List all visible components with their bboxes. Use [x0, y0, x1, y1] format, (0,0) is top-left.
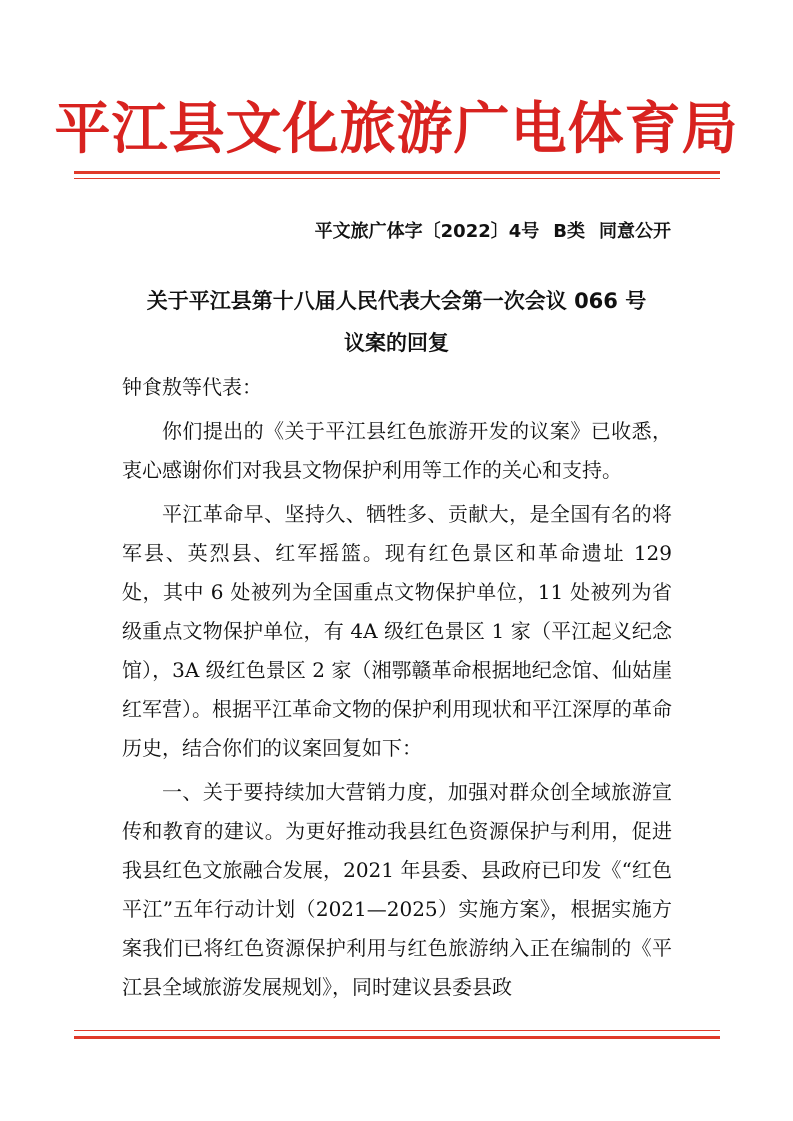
document-title-line-1: 关于平江县第十八届人民代表大会第一次会议 066 号: [146, 289, 647, 313]
body-paragraph: 平江革命早、坚持久、牺牲多、贡献大，是全国有名的将军县、英烈县、红军摇篮。现有红色景区和革命遗址 129 处，其中 6 处被列为全国重点文物保护单位，11 处被列为省级重点文物保护单位，有 4A 级红色景区 1 家（平江起义纪念馆），3A 级红色景区 2 家（湘鄂赣革命根据地纪念馆、仙姑崖红军营）。根据平江革命文物的保护利用现状和平江深厚的革命历史，结合你们的议案回复如下：: [122, 502, 672, 760]
document-body: [122, 368, 672, 1007]
org-letterhead-title: 平江县文化旅游广电体育局: [54, 96, 739, 162]
body-paragraph: 一、关于要持续加大营销力度，加强对群众创全域旅游宣传和教育的建议。为更好推动我县红色资源保护与利用，促进我县红色文旅融合发展，2021 年县委、县政府已印发《“红色平江”五年行动计划（2021—2025）实施方案》，根据实施方案我们已将红色资源保护利用与红色旅游纳入正在编制的《平江县全域旅游发展规划》，同时建议县委县政: [122, 780, 672, 999]
document-title-line-2: 议案的回复: [344, 331, 449, 355]
disclosure-status: 同意公开: [599, 221, 671, 242]
footer-divider-thin: [74, 1030, 720, 1031]
header-divider-thick: [74, 171, 720, 174]
document-number: 平文旅广体字〔2022〕4号: [314, 221, 540, 242]
document-category: B类: [553, 221, 585, 242]
footer-divider-thick: [74, 1036, 720, 1039]
document-number-line: [315, 218, 671, 246]
header-divider-thin: [74, 178, 720, 179]
body-paragraph: 你们提出的《关于平江县红色旅游开发的议案》已收悉，衷心感谢你们对我县文物保护利用等工作的关心和支持。: [122, 419, 672, 482]
salutation: 钟食敖等代表：: [122, 375, 262, 399]
